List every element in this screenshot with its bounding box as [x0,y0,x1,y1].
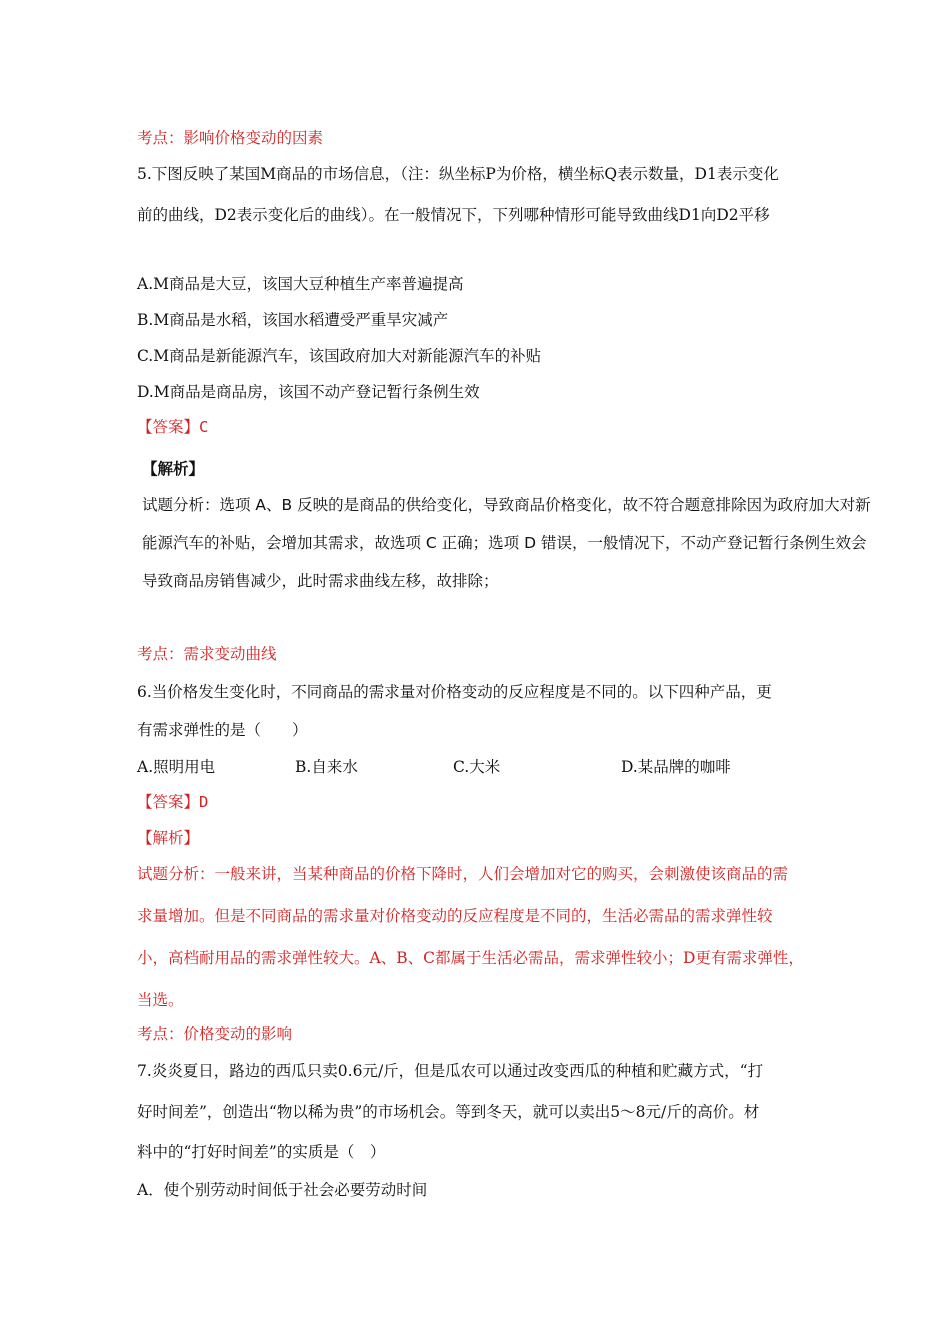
answer-value: D [199,793,209,811]
kaodian-label: 考点：影响价格变动的因素 [137,129,324,147]
question-6-analysis-label: 【解析】 [137,829,200,847]
question-5-analysis-line1: 试题分析：选项 A、B 反映的是商品的供给变化，导致商品价格变化，故不符合题意排除因为政府加大对新 [142,496,871,514]
question-5-analysis-line2: 能源汽车的补贴，会增加其需求，故选项 C 正确；选项 D 错误，一般情况下，不动产登记暂行条例生效会 [142,534,867,552]
question-6-option-c: C.大米 [453,758,501,776]
question-7-stem-line2: 好时间差”，创造出“物以稀为贵”的市场机会。等到冬天，就可以卖出5～8元/斤的高价。材 [137,1103,760,1121]
question-6-kaodian: 考点：价格变动的影响 [137,1025,293,1043]
question-5-kaodian: 考点：需求变动曲线 [137,645,277,663]
question-6-analysis-line3: 小，高档耐用品的需求弹性较大。A、B、C都属于生活必需品，需求弹性较小；D更有需求弹性， [137,949,804,967]
question-6-answer [137,792,208,812]
question-5-stem-line1: 5.下图反映了某国M商品的市场信息，（注：纵坐标P为价格，横坐标Q表示数量，D1表示变化 [137,165,779,183]
answer-value: C [199,418,209,436]
question-5-analysis-line3: 导致商品房销售减少，此时需求曲线左移，故排除； [142,572,499,590]
question-6-option-d: D.某品牌的咖啡 [621,758,731,776]
question-5-answer [137,417,208,437]
question-6-stem-line1: 6.当价格发生变化时，不同商品的需求量对价格变动的反应程度是不同的。以下四种产品，更 [137,683,772,701]
question-6-option-a: A.照明用电 [137,758,216,776]
question-5-option-a: A.M商品是大豆，该国大豆种植生产率普遍提高 [137,275,464,293]
question-6-analysis-line2: 求量增加。但是不同商品的需求量对价格变动的反应程度是不同的，生活必需品的需求弹性较 [137,907,773,925]
question-5-stem-line2: 前的曲线，D2表示变化后的曲线）。在一般情况下，下列哪种情形可能导致曲线D1向D2平移 [137,206,770,224]
question-7-option-a: A．使个别劳动时间低于社会必要劳动时间 [137,1181,428,1199]
question-5-option-c: C.M商品是新能源汽车，该国政府加大对新能源汽车的补贴 [137,347,542,365]
question-6-option-b: B.自来水 [295,758,358,776]
question-7-stem-line3: 料中的“打好时间差”的实质是（ ） [137,1143,386,1161]
question-7-stem-line1: 7.炎炎夏日，路边的西瓜只卖0.6元/斤，但是瓜农可以通过改变西瓜的种植和贮藏方式，“打 [137,1062,764,1080]
question-5-analysis-label: 【解析】 [142,460,205,478]
question-5-option-b: B.M商品是水稻，该国水稻遭受严重旱灾减产 [137,311,449,329]
question-6-analysis-line1: 试题分析：一般来讲，当某种商品的价格下降时，人们会增加对它的购买，会刺激使该商品的需 [137,865,789,883]
question-6-stem-line2: 有需求弹性的是（ ） [137,721,308,739]
question-6-analysis-line4: 当选。 [137,991,184,1009]
question-5-option-d: D.M商品是商品房，该国不动产登记暂行条例生效 [137,383,480,401]
answer-label: 【答案】 [137,418,200,436]
answer-label: 【答案】 [137,793,200,811]
